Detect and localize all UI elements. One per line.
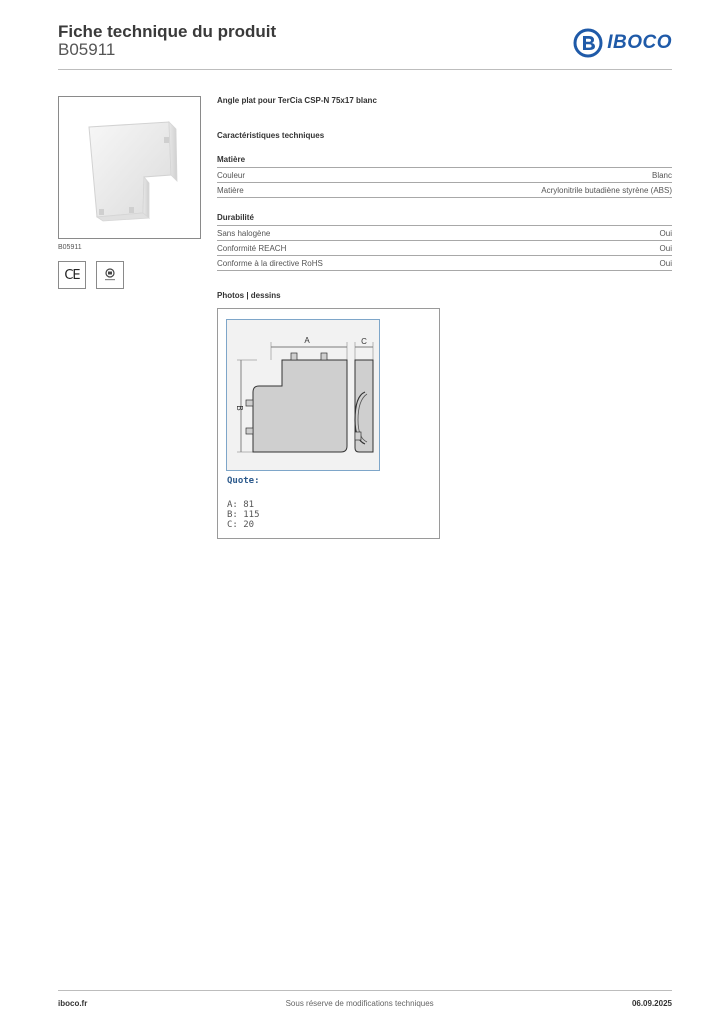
quote-line: A: 81 [227, 500, 255, 510]
dim-b-label: B [235, 405, 244, 411]
spec-value: Oui [659, 244, 672, 253]
page-header [58, 20, 672, 70]
footer-website: iboco.fr [58, 999, 88, 1008]
page-title: Fiche technique du produit [58, 22, 277, 41]
group-title-material: Matière [217, 155, 672, 168]
spec-row [217, 226, 672, 241]
footer-notice: Sous réserve de modifications techniques [285, 999, 434, 1008]
logo-text: IBOCO [607, 32, 672, 53]
page-footer [58, 990, 672, 1008]
spec-value: Blanc [651, 171, 672, 180]
product-photo [58, 96, 201, 239]
dim-c-label: C [361, 337, 367, 346]
image-caption: B05911 [58, 244, 82, 251]
quote-line: B: 115 [227, 510, 260, 520]
characteristics-title: Caractéristiques techniques [217, 131, 325, 140]
iboco-logo-icon [573, 28, 603, 58]
product-illustration [59, 97, 200, 238]
spec-row [217, 183, 672, 198]
product-code: B05911 [58, 40, 116, 59]
ce-mark-icon: CE [58, 261, 86, 289]
dimension-drawing [226, 319, 380, 471]
dim-a-label: A [304, 336, 310, 345]
quote-line: C: 20 [227, 520, 255, 530]
spec-label: Couleur [217, 171, 246, 180]
spec-label: Sans halogène [217, 229, 271, 238]
product-details [217, 96, 672, 300]
spec-label: Conformité REACH [217, 244, 287, 253]
brand-logo [573, 28, 672, 58]
spec-value: Oui [659, 229, 672, 238]
spec-row [217, 168, 672, 183]
spec-row [217, 241, 672, 256]
spec-value: Acrylonitrile butadiène styrène (ABS) [541, 186, 672, 195]
footer-date: 06.09.2025 [631, 999, 672, 1008]
technical-drawing [217, 308, 440, 539]
photos-title: Photos | dessins [217, 291, 281, 300]
spec-value: Oui [659, 259, 672, 268]
spec-row [217, 256, 672, 271]
product-name: Angle plat pour TerCia CSP-N 75x17 blanc [217, 96, 377, 105]
certifications [58, 261, 201, 289]
product-media-column [58, 96, 201, 289]
spec-label: Conforme à la directive RoHS [217, 259, 323, 268]
quote-label: Quote: [227, 476, 260, 486]
spec-label: Matière [217, 186, 244, 195]
eac-mark-icon [96, 261, 124, 289]
group-title-durability: Durabilité [217, 213, 672, 226]
